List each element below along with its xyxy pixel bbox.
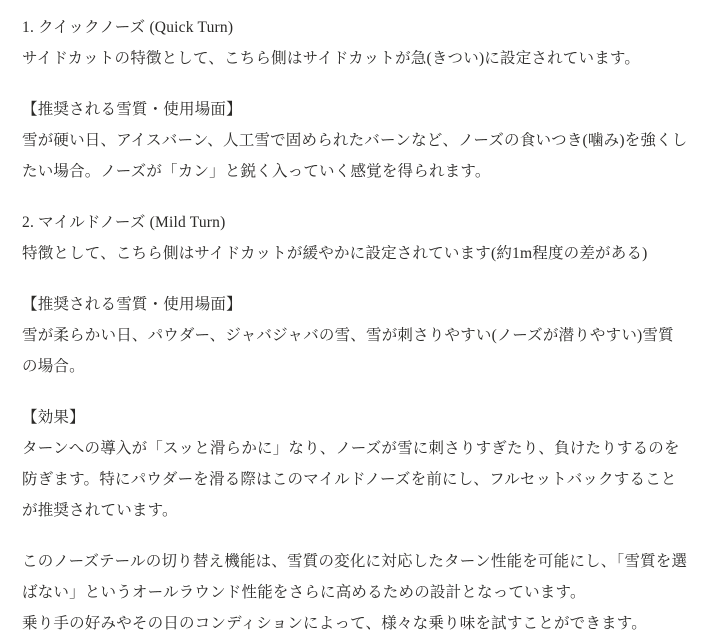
section-body: 雪が硬い日、アイスバーン、人工雪で固められたバーンなど、ノーズの食いつき(噛み)を強くしたい場合。ノーズが「カン」と鋭く入っていく感覚を得られます。 <box>22 132 688 180</box>
closing-statements <box>22 546 688 639</box>
section-heading: 2. マイルドノーズ (Mild Turn) <box>22 214 226 231</box>
section-heading: 【推奨される雪質・使用場面】 <box>22 296 242 313</box>
section-heading: 1. クイックノーズ (Quick Turn) <box>22 19 234 36</box>
section-body: 特徴として、こちら側はサイドカットが緩やかに設定されています(約1m程度の差がある) <box>22 245 648 262</box>
closing-paragraph-1: このノーズテールの切り替え機能は、雪質の変化に対応したターン性能を可能にし、「雪質を選ばない」というオールラウンド性能をさらに高めるための設計となっています。 <box>22 553 688 601</box>
spacer <box>22 269 688 289</box>
spacer <box>22 526 688 546</box>
section-mild-turn <box>22 207 688 269</box>
section-quick-turn-recommendation <box>22 94 688 187</box>
section-heading: 【推奨される雪質・使用場面】 <box>22 101 242 118</box>
section-body: サイドカットの特徴として、こちら側はサイドカットが急(きつい)に設定されています。 <box>22 50 641 67</box>
section-heading: 【効果】 <box>22 409 85 426</box>
section-body: 雪が柔らかい日、パウダー、ジャバジャバの雪、雪が刺さりやすい(ノーズが潜りやすい)雪質の場合。 <box>22 327 674 375</box>
section-body: ターンへの導入が「スッと滑らかに」なり、ノーズが雪に刺さりすぎたり、負けたりするのを防ぎます。特にパウダーを滑る際はこのマイルドノーズを前にし、フルセットバックすることが推奨されています。 <box>22 440 680 519</box>
closing-paragraph-2: 乗り手の好みやその日のコンディションによって、様々な乗り味を試すことができます。 <box>22 615 647 632</box>
spacer <box>22 382 688 402</box>
section-quick-turn <box>22 12 688 74</box>
spacer <box>22 74 688 94</box>
section-effect <box>22 402 688 526</box>
section-mild-turn-recommendation <box>22 289 688 382</box>
spacer <box>22 187 688 207</box>
